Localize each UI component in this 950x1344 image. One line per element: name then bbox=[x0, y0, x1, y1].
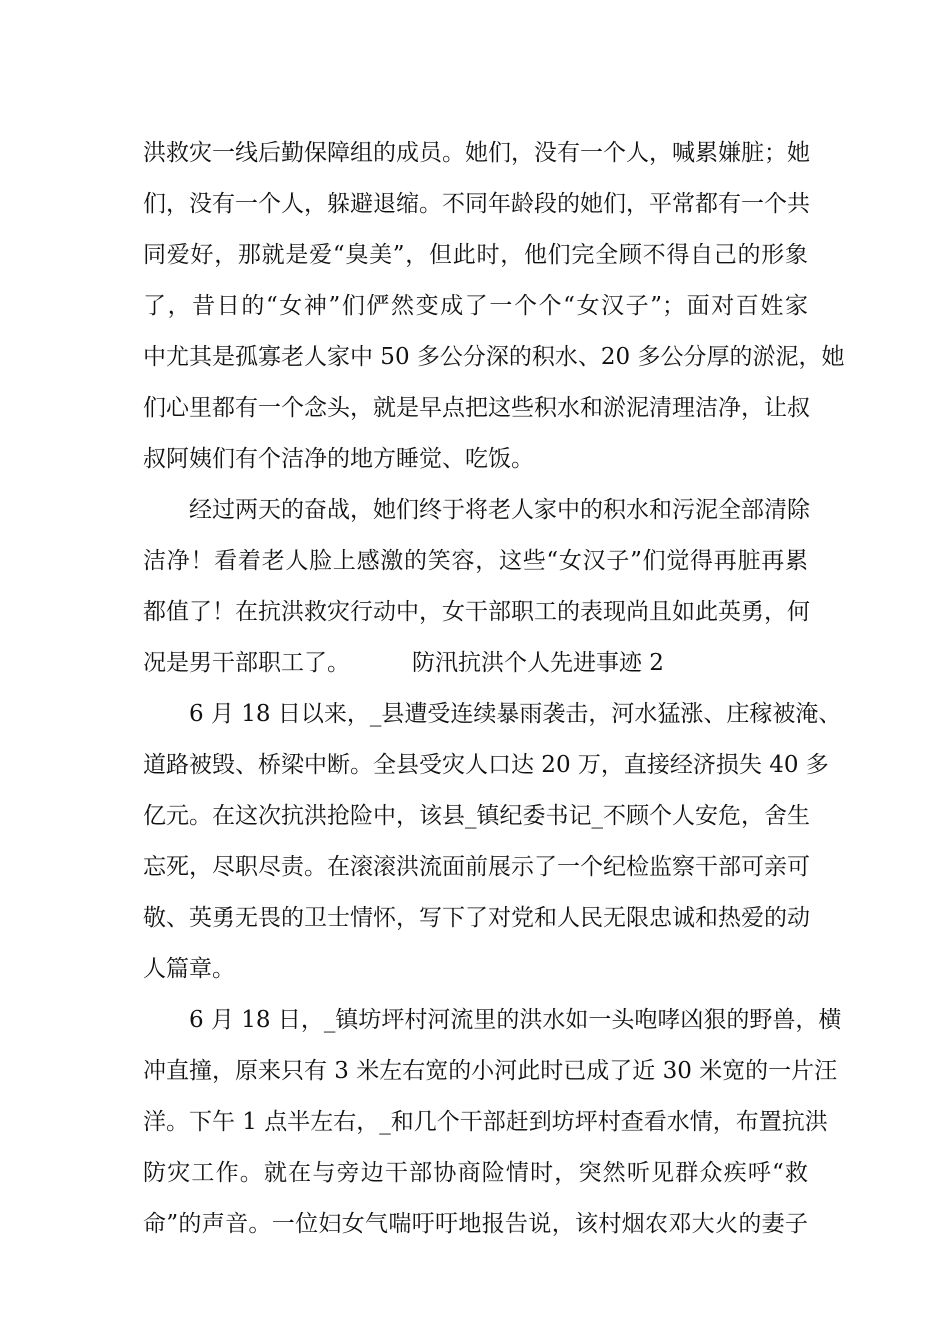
paragraph-3-line-5: 敬、英勇无畏的卫士情怀，写下了对党和人民无限忠诚和热爱的动 bbox=[143, 905, 810, 931]
paragraph-4-line-1: 6 月 18 日，_镇坊坪村河流里的洪水如一头咆哮凶狠的野兽，横 bbox=[189, 1007, 842, 1033]
paragraph-3-line-4: 忘死，尽职尽责。在滚滚洪流面前展示了一个纪检监察干部可亲可 bbox=[143, 854, 810, 880]
paragraph-2-line-3: 都值了！在抗洪救灾行动中，女干部职工的表现尚且如此英勇，何 bbox=[143, 599, 810, 625]
paragraph-1-line-6: 们心里都有一个念头，就是早点把这些积水和淤泥清理洁净，让叔 bbox=[143, 395, 810, 421]
document-body bbox=[143, 128, 845, 1250]
section-heading: 防汛抗洪个人先进事迹 2 bbox=[412, 650, 664, 676]
paragraph-3-line-6: 人篇章。 bbox=[143, 956, 235, 982]
paragraph-1-line-5: 中尤其是孤寡老人家中 50 多公分深的积水、20 多公分厚的淤泥，她 bbox=[143, 344, 845, 370]
paragraph-1-line-7: 叔阿姨们有个洁净的地方睡觉、吃饭。 bbox=[143, 446, 534, 472]
paragraph-2-line-2: 洁净！看着老人脸上感激的笑容，这些“女汉子”们觉得再脏再累 bbox=[143, 548, 808, 574]
paragraph-3-line-2: 道路被毁、桥梁中断。全县受灾人口达 20 万，直接经济损失 40 多 bbox=[143, 752, 829, 778]
paragraph-4-line-2: 冲直撞，原来只有 3 米左右宽的小河此时已成了近 30 米宽的一片汪 bbox=[143, 1058, 838, 1084]
paragraph-3-line-1: 6 月 18 日以来，_县遭受连续暴雨袭击，河水猛涨、庄稼被淹、 bbox=[189, 701, 842, 727]
paragraph-3-line-3: 亿元。在这次抗洪抢险中，该县_镇纪委书记_不顾个人安危，舍生 bbox=[143, 803, 810, 829]
paragraph-1-line-3: 同爱好，那就是爱“臭美”，但此时，他们完全顾不得自己的形象 bbox=[143, 242, 808, 268]
paragraph-4-line-3: 洋。下午 1 点半左右，_和几个干部赶到坊坪村查看水情，布置抗洪 bbox=[143, 1109, 828, 1135]
paragraph-1-line-2: 们，没有一个人，躲避退缩。不同年龄段的她们，平常都有一个共 bbox=[143, 191, 810, 217]
paragraph-4-line-4: 防灾工作。就在与旁边干部协商险情时，突然听见群众疾呼“救 bbox=[143, 1160, 808, 1186]
paragraph-2-last-line: 况是男干部职工了。 bbox=[143, 650, 350, 676]
paragraph-4-line-5: 命”的声音。一位妇女气喘吁吁地报告说，该村烟农邓大火的妻子 bbox=[143, 1211, 808, 1237]
paragraph-2-line-4 bbox=[143, 638, 808, 689]
paragraph-2-line-1: 经过两天的奋战，她们终于将老人家中的积水和污泥全部清除 bbox=[189, 497, 810, 523]
paragraph-1-line-1: 洪救灾一线后勤保障组的成员。她们，没有一个人，喊累嫌脏；她 bbox=[143, 140, 810, 166]
paragraph-1-line-4: 了，昔日的“女神”们俨然变成了一个个“女汉子”；面对百姓家 bbox=[143, 293, 808, 319]
